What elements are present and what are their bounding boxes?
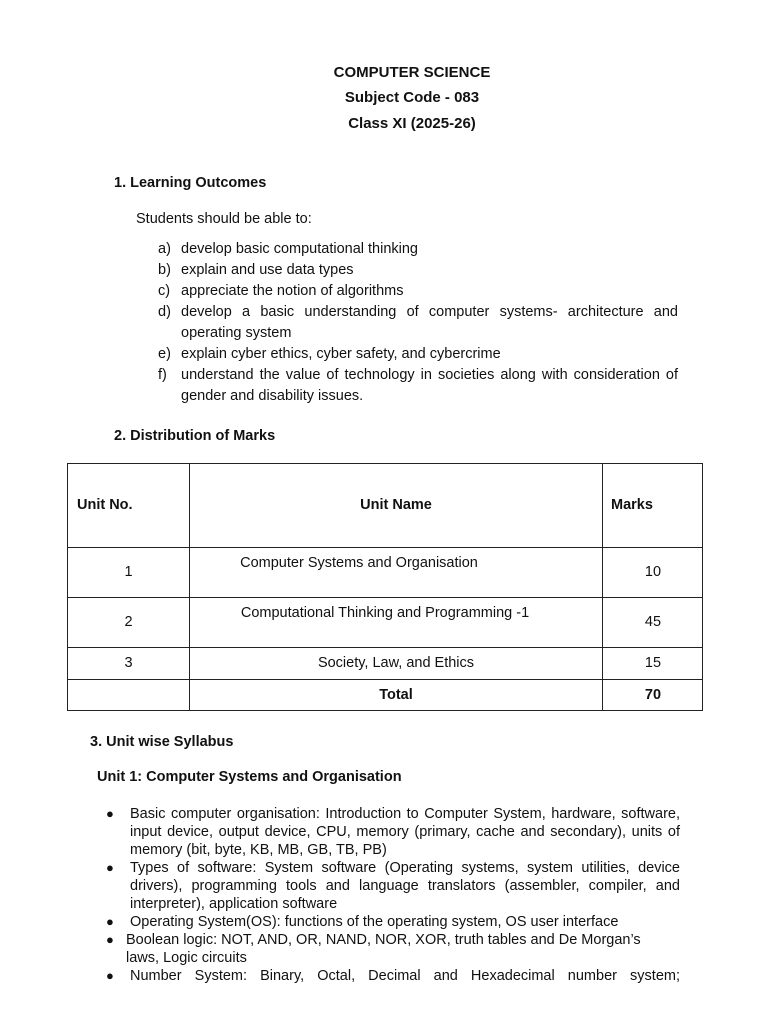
- unit1-heading: Unit 1: Computer Systems and Organisation: [97, 769, 402, 785]
- marks-table: [67, 463, 703, 711]
- outcome-marker: e): [158, 346, 171, 362]
- marks-cell: 10: [644, 564, 662, 580]
- bullet-dot: ●: [106, 860, 114, 875]
- table-divider: [602, 464, 603, 710]
- outcome-text: explain and use data types: [181, 262, 354, 278]
- outcome-marker: d): [158, 304, 171, 320]
- table-divider: [68, 679, 702, 680]
- marks-cell: 15: [644, 655, 662, 671]
- table-divider: [68, 647, 702, 648]
- unit-name-cell: Computational Thinking and Programming -1: [240, 605, 530, 621]
- syllabus-heading: 3. Unit wise Syllabus: [90, 734, 234, 750]
- distribution-heading: 2. Distribution of Marks: [114, 428, 276, 444]
- marks-cell: 45: [644, 614, 662, 630]
- syllabus-bullet: [106, 805, 680, 859]
- outcome-text: develop basic computational thinking: [181, 241, 418, 257]
- outcome-text: explain cyber ethics, cyber safety, and cybercrime: [181, 346, 501, 362]
- outcome-item: [158, 365, 678, 407]
- bullet-dot: ●: [106, 968, 114, 983]
- header-unit-no: Unit No.: [77, 497, 133, 513]
- bullet-dot: ●: [106, 932, 114, 947]
- syllabus-bullet: [106, 859, 680, 913]
- bullet-text: Operating System(OS): functions of the operating system, OS user interface: [130, 914, 619, 930]
- syllabus-bullet: [106, 967, 680, 985]
- table-divider: [68, 547, 702, 548]
- bullet-dot: ●: [106, 806, 114, 821]
- header-unit-name: Unit Name: [360, 497, 432, 513]
- bullet-text: Basic computer organisation: Introduction to Computer System, hardware, software, input device, output device, CPU, memory (primary, cache and secondary), units of memory (bit, byte, KB, MB, GB, TB, PB): [130, 806, 680, 858]
- unit-no-cell: 2: [124, 614, 133, 630]
- syllabus-bullet: [106, 913, 680, 931]
- outcome-text: develop a basic understanding of computer systems- architecture and operating system: [181, 304, 678, 341]
- header-marks: Marks: [611, 497, 653, 513]
- bullet-text: Number System: Binary, Octal, Decimal and Hexadecimal number system;: [130, 968, 680, 984]
- bullet-dot: ●: [106, 914, 114, 929]
- outcome-text: appreciate the notion of algorithms: [181, 283, 404, 299]
- outcome-marker: c): [158, 283, 171, 299]
- outcome-marker: f): [158, 367, 167, 383]
- outcome-marker: b): [158, 262, 171, 278]
- unit-no-cell: 1: [124, 564, 133, 580]
- learning-outcomes-heading: 1. Learning Outcomes: [114, 175, 267, 191]
- bullet-text: Types of software: System software (Operating systems, system utilities, device drivers), programming tools and language translators (assembler, compiler, and interpreter), application software: [130, 860, 680, 912]
- outcome-item: [158, 281, 678, 302]
- unit-name-cell: Society, Law, and Ethics: [317, 655, 475, 671]
- unit-name-cell: Computer Systems and Organisation: [240, 555, 478, 571]
- document-title: COMPUTER SCIENCE: [333, 64, 491, 81]
- subject-code: Subject Code - 083: [344, 89, 480, 106]
- bullet-text: Boolean logic: NOT, AND, OR, NAND, NOR, XOR, truth tables and De Morgan’s laws, Logic circuits: [126, 932, 641, 966]
- syllabus-bullet: [106, 931, 646, 967]
- outcome-item: [158, 302, 678, 344]
- outcome-marker: a): [158, 241, 171, 257]
- outcome-item: [158, 239, 678, 260]
- outcome-item: [158, 344, 678, 365]
- total-label: Total: [379, 687, 413, 703]
- outcome-text: understand the value of technology in societies along with consideration of gender and disability issues.: [181, 367, 678, 404]
- unit-no-cell: 3: [124, 655, 133, 671]
- table-divider: [68, 597, 702, 598]
- outcomes-intro: Students should be able to:: [136, 211, 312, 227]
- class-year: Class XI (2025-26): [348, 115, 476, 132]
- total-marks: 70: [644, 687, 662, 703]
- outcome-item: [158, 260, 678, 281]
